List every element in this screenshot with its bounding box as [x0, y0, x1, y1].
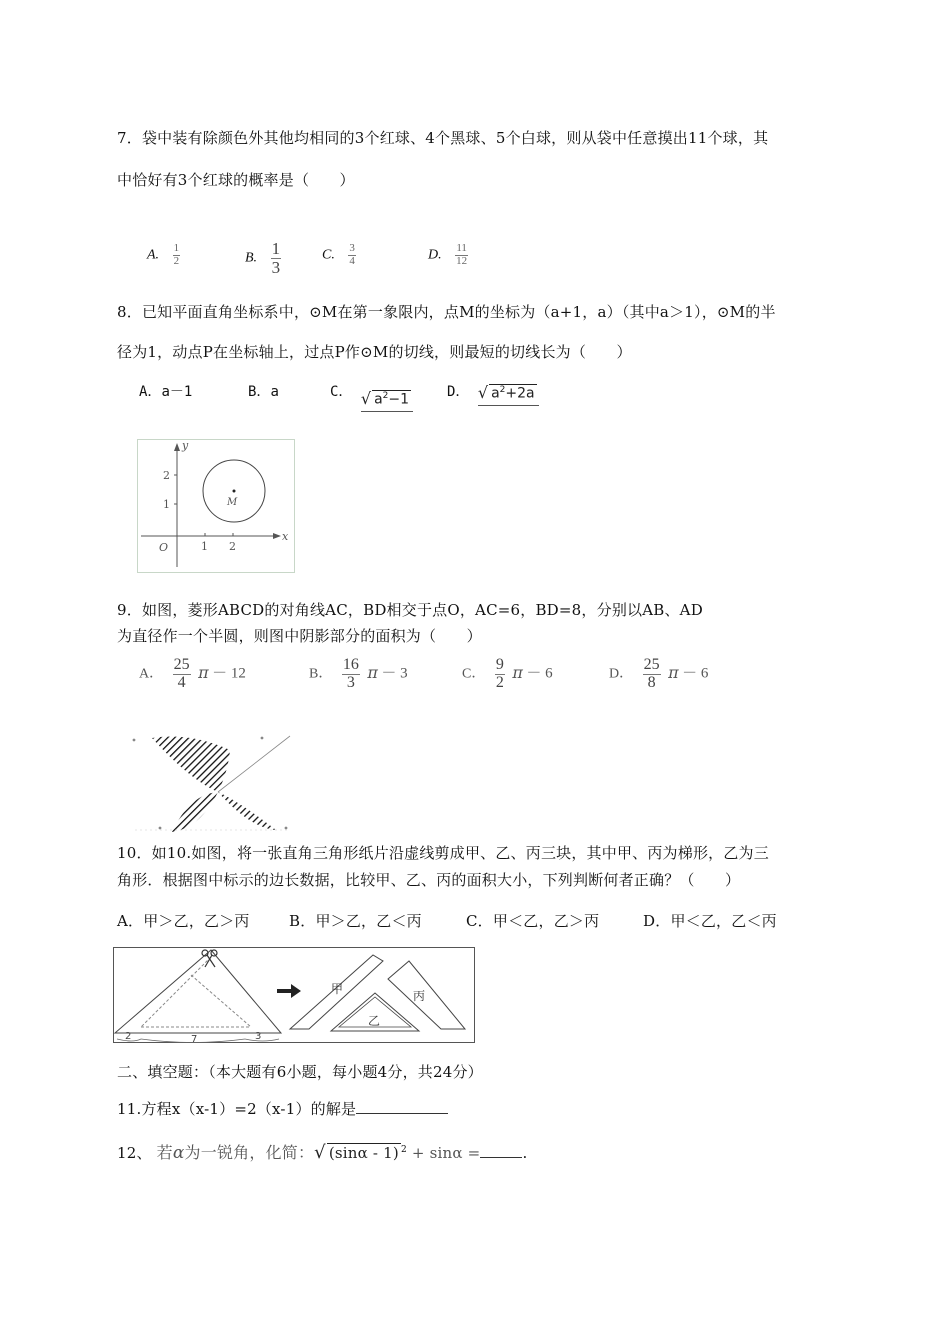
q8-x-tick-label-1: 1	[201, 540, 208, 553]
q8-center-point	[233, 490, 236, 493]
q8-option-a: A．a－1	[139, 384, 193, 400]
q11-answer-blank	[356, 1099, 448, 1114]
q9-option-d: D． $\frac{25}{8}$ π － 6	[609, 656, 709, 691]
q8-y-label: y	[182, 439, 189, 452]
q9-vertex-mark-tr	[261, 737, 264, 740]
q10-line2: 角形．根据图中标示的边长数据，比较甲、乙、丙的面积大小，下列判断何者正确？（ ）	[117, 871, 741, 889]
q9-line1: 9．如图，菱形ABCD的对角线AC，BD相交于点O，AC=6，BD=8，分别以AB、AD	[117, 601, 703, 619]
q12-sqrt: √ (sinα - 1)	[314, 1142, 399, 1163]
q10-dim-label-2: 7	[191, 1034, 198, 1044]
q10-label-bing: 丙	[413, 989, 426, 1003]
q7-option-c-fraction: $\frac{3}{4}$	[349, 242, 355, 267]
q9-option-a: A． $\frac{25}{4}$ π － 12	[139, 656, 246, 691]
q7-option-d-fraction: $\frac{11}{12}$	[456, 242, 468, 267]
q7-line1: 7．袋中装有除颜色外其他均相同的3个红球、4个黑球、5个白球，则从袋中任意摸出11个球，其	[117, 129, 769, 147]
q10-label-jia: 甲	[331, 982, 344, 996]
q10-dim-label-3: 3	[255, 1031, 262, 1042]
q8-x-label: x	[282, 530, 289, 543]
section2-heading: 二、填空题：（本大题有6小题，每小题4分，共24分）	[117, 1063, 483, 1081]
q7-option-b-fraction: $\frac{1}{3}$	[271, 239, 281, 277]
q7-line2: 中恰好有3个红球的概率是（ ）	[117, 171, 355, 189]
q8-m-label: M	[227, 497, 238, 508]
q9-option-c: C． $\frac{9}{2}$ π － 6	[462, 656, 553, 691]
q9-rhombus-figure	[130, 732, 300, 837]
q10-triangle-figure	[113, 947, 475, 1044]
q8-coordinate-figure	[137, 439, 295, 573]
q7-option-a: A. $\frac{1}{2}$	[147, 242, 180, 267]
q9-shaded-region-upper	[152, 737, 230, 793]
q7-option-d: D. $\frac{11}{12}$	[428, 242, 468, 267]
q11-line: 11.方程x（x-1）=2（x-1）的解是	[117, 1098, 448, 1119]
q8-option-c: C． √ $a^2-1$	[330, 381, 411, 401]
q9-line2: 为直径作一个半圆，则图中阴影部分的面积为（ ）	[117, 627, 482, 645]
q7-option-b: B. $\frac{1}{3}$	[245, 239, 281, 277]
q8-option-c-sqrt: √ $a^2-1$	[361, 389, 411, 408]
q7-option-c: C. $\frac{3}{4}$	[322, 242, 355, 267]
q8-x-tick-label-2: 2	[229, 540, 236, 553]
q12-answer-blank	[480, 1149, 522, 1158]
q8-option-d-sqrt: √ $a^2+2a$	[478, 383, 537, 402]
q9-shaded-region-lower-left	[172, 792, 218, 832]
q8-option-d: D． √ $a^2+2a$	[447, 381, 537, 401]
q8-origin-label: O	[159, 541, 169, 554]
q10-option-d: D．甲＜乙，乙＜丙	[643, 912, 777, 930]
q9-vertex-mark-br	[285, 827, 288, 830]
q10-option-a: A．甲＞乙，乙＞丙	[117, 912, 250, 930]
q12-line: 12、 若α为一锐角，化简：√ (sinα - 1) $^2$ + sinα = .	[117, 1142, 528, 1163]
q9-vertex-mark-bl	[159, 827, 162, 830]
q7-option-a-fraction: $\frac{1}{2}$	[173, 242, 180, 267]
q10-option-b: B．甲＞乙，乙＜丙	[289, 912, 422, 930]
q8-option-b: B．a	[248, 384, 279, 400]
q8-line2: 径为1，动点P在坐标轴上，过点P作⊙M的切线，则最短的切线长为（ ）	[117, 343, 632, 361]
q8-y-tick-label-1: 1	[163, 498, 170, 511]
q10-option-c: C．甲＜乙，乙＞丙	[466, 912, 600, 930]
q8-y-tick-label-2: 2	[163, 469, 170, 482]
q9-vertex-mark-tl	[133, 739, 136, 742]
q10-dim-label-1: 2	[125, 1031, 132, 1042]
q10-label-yi: 乙	[368, 1014, 381, 1028]
q10-line1: 10．如10.如图，将一张直角三角形纸片沿虚线剪成甲、乙、丙三块，其中甲、丙为梯形，乙为三	[117, 844, 769, 862]
q9-option-b: B． $\frac{16}{3}$ π － 3	[309, 656, 408, 691]
q9-shaded-region-lower-right	[218, 792, 276, 830]
q9-diagonal	[218, 736, 290, 792]
q8-line1: 8．已知平面直角坐标系中，⊙M在第一象限内，点M的坐标为（a+1，a）（其中a＞1），⊙M的半	[117, 303, 776, 321]
